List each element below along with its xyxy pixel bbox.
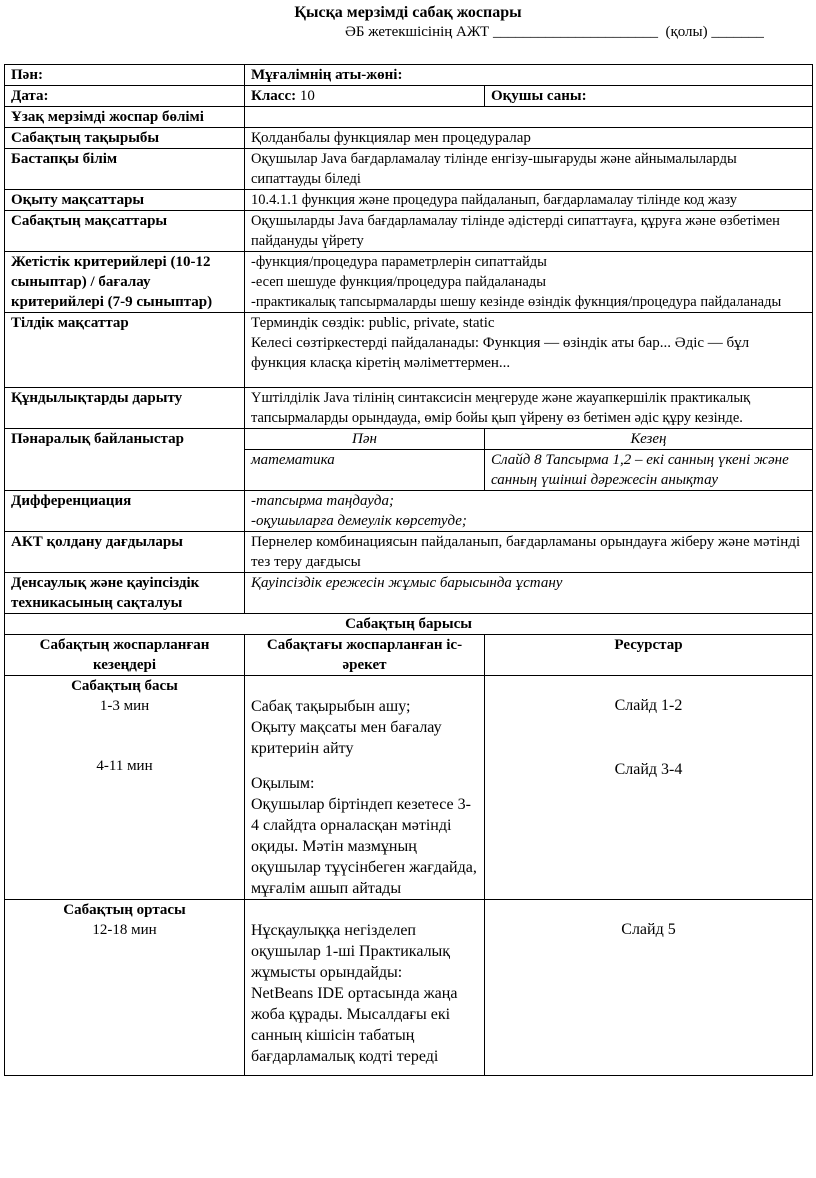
- class-cell: [245, 86, 485, 107]
- learning-obj-value: 10.4.1.1 функция және процедура пайдаланып, бағдарламалау тілінде код жазу: [245, 190, 813, 211]
- values-label: Құндылықтарды дарыту: [5, 388, 245, 429]
- stage-title: Сабақтың басы: [71, 678, 178, 694]
- criteria-label: Жетістік критерийлері (10-12 сыныптар) / бағалау критерийлері (7-9 сыныптар): [5, 252, 245, 313]
- row-values: [5, 388, 813, 429]
- criteria-item: -есеп шешуде функция/процедура пайдаланады: [251, 274, 546, 290]
- criteria-value: [245, 252, 813, 313]
- topic-label: Сабақтың тақырыбы: [5, 128, 245, 149]
- students-label: Оқушы саны:: [485, 86, 813, 107]
- criteria-item: -практикалық тапсырмаларды шешу кезінде өзіндік фукнция/процедура пайдаланады: [251, 294, 782, 310]
- row-criteria: [5, 252, 813, 313]
- activity-cell: [245, 676, 485, 900]
- col-stages: Сабақтың жоспарланған кезеңдері: [5, 635, 245, 676]
- row-cross-head: [5, 429, 813, 450]
- cross-head-subject: Пән: [245, 429, 485, 450]
- flow-row-start: [5, 676, 813, 900]
- document-title: Қысқа мерзімді сабақ жоспары: [294, 4, 522, 21]
- cross-head-stage: Кезең: [485, 429, 813, 450]
- flow-row-middle: [5, 900, 813, 1076]
- activity-cell: [245, 900, 485, 1076]
- flow-title: Сабақтың барысы: [5, 614, 813, 635]
- row-date: [5, 86, 813, 107]
- language-value: [245, 313, 813, 388]
- lesson-plan-table: [4, 64, 813, 1076]
- row-health: [5, 573, 813, 614]
- date-label: Дата:: [5, 86, 245, 107]
- activity-text: Сабақ тақырыбын ашу; Оқыту мақсаты мен бағалау критериін айту: [251, 698, 442, 757]
- criteria-item: -функция/процедура параметрлерін сипаттайды: [251, 254, 547, 270]
- diff-value: [245, 491, 813, 532]
- stage-time: 4-11 мин: [96, 758, 153, 774]
- resource-cell: [485, 676, 813, 900]
- language-line: Келесі сөзтіркестерді пайдаланады: Функция — өзіндік аты бар... Әдіс — бұл функция класқа кіретің мәліметтермен...: [251, 335, 750, 371]
- row-long-term: [5, 107, 813, 128]
- stage-time: 12-18 мин: [92, 922, 157, 938]
- row-ict: [5, 532, 813, 573]
- health-value: Қауіпсіздік ережесін жұмыс барысында ұстану: [245, 573, 813, 614]
- long-term-label: Ұзақ мерзімді жоспар бөлімі: [5, 107, 245, 128]
- resource-text: Слайд 3-4: [614, 761, 683, 778]
- resource-text: Слайд 5: [621, 921, 676, 938]
- row-learning-objectives: [5, 190, 813, 211]
- activity-text: Нұсқаулыққа негізделеп оқушылар 1-ші Практикалық жұмысты орындайды: NetBeans IDE ортасында жаңа жоба құрады. Мысалдағы екі санның кішісін табатың бағдарламалық кодті тереді: [251, 922, 458, 1065]
- values-value: Үштілділік Java тілінің синтаксисін меңгеруде және жауапкершілік практикалық тапсырмаларды орындауда, өмір бойы қып үйрену өз бетімен әдіс құру кезінде.: [245, 388, 813, 429]
- stage-title: Сабақтың ортасы: [63, 902, 186, 918]
- diff-line: -тапсырма таңдауда;: [251, 493, 394, 509]
- row-subject: [5, 65, 813, 86]
- class-label: Класс:: [251, 88, 297, 104]
- diff-label: Дифференциация: [5, 491, 245, 532]
- row-differentiation: [5, 491, 813, 532]
- topic-value: Қолданбалы функциялар мен процедуралар: [245, 128, 813, 149]
- language-line: Терминдік сөздік: public, private, static: [251, 315, 495, 331]
- col-activity: Сабақтағы жоспарланған іс-әрекет: [245, 635, 485, 676]
- prior-label: Бастапқы білім: [5, 149, 245, 190]
- approval-line: ӘБ жетекшісінің АЖТ ______________________ (қолы) _______: [345, 24, 764, 40]
- stage-time: 1-3 мин: [99, 698, 150, 714]
- class-value: 10: [296, 88, 315, 104]
- cross-subject: математика: [245, 450, 485, 491]
- diff-line: -оқушыларға демеулік көрсетуде;: [251, 513, 467, 529]
- long-term-value: [245, 107, 813, 128]
- ict-value: Пернелер комбинациясын пайдаланып, бағдарламаны орындауға жіберу және мәтінді тез теру дағдысы: [245, 532, 813, 573]
- lesson-obj-label: Сабақтың мақсаттары: [5, 211, 245, 252]
- health-label: Денсаулық және қауіпсіздік техникасының сақталуы: [5, 573, 245, 614]
- col-resources: Ресурстар: [485, 635, 813, 676]
- subject-label: Пән:: [5, 65, 245, 86]
- row-topic: [5, 128, 813, 149]
- lesson-obj-value: Оқушыларды Java бағдарламалау тілінде әдістерді сипаттауға, құруға және өзбетімен пайдануды үйрету: [245, 211, 813, 252]
- language-label: Тілдік мақсаттар: [5, 313, 245, 388]
- row-lesson-objectives: [5, 211, 813, 252]
- row-language: [5, 313, 813, 388]
- teacher-label: Мұғалімнің аты-жөні:: [245, 65, 813, 86]
- resource-cell: [485, 900, 813, 1076]
- row-prior: [5, 149, 813, 190]
- ict-label: АКТ қолдану дағдылары: [5, 532, 245, 573]
- cross-label: Пәнаралық байланыстар: [5, 429, 245, 491]
- resource-text: Слайд 1-2: [614, 697, 683, 714]
- learning-obj-label: Оқыту мақсаттары: [5, 190, 245, 211]
- row-flow-header: [5, 635, 813, 676]
- row-flow-title: [5, 614, 813, 635]
- stage-cell: [5, 900, 245, 1076]
- activity-text: Оқылым: Оқушылар біртіндеп кезетесе 3-4 слайдта орналасқан мәтінді оқиды. Мәтін мазмұның оқушылар тұүсінбеген жағдайда, мұғалім ашып айтады: [251, 775, 477, 897]
- cross-stage: Слайд 8 Тапсырма 1,2 – екі санның үкені және санның үшінші дәрежесін анықтау: [485, 450, 813, 491]
- prior-value: Оқушылар Java бағдарламалау тілінде енгізу-шығаруды және айнымалыларды сипаттауды біледі: [245, 149, 813, 190]
- stage-cell: [5, 676, 245, 900]
